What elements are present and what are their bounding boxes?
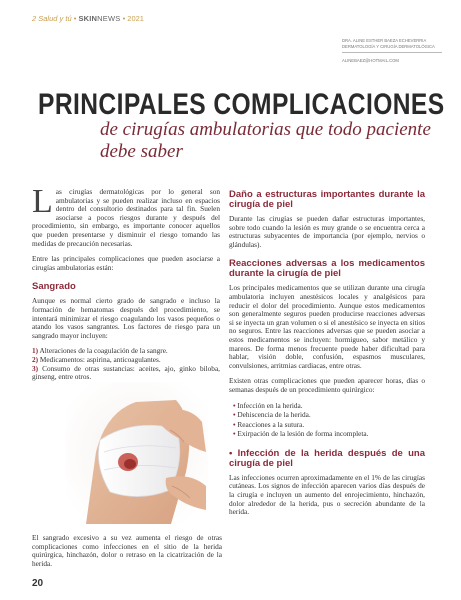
risk-factor-item: 1) Alteraciones de la coagulación de la sangre. bbox=[32, 346, 168, 356]
bandaged-knee-image bbox=[66, 382, 208, 524]
header-separator-2: • bbox=[122, 14, 126, 23]
risk-factor-item: 3) Consumo de otras sustancias: aceites, ajo, ginko biloba, ginseng, entre otros. bbox=[32, 363, 221, 382]
infection-paragraph: Las infecciones ocurren aproximadamente en el 1% de las cirugías cutáneas. Los signos de infección aparecen varios días después de la cirugía e incluyen un aumento del enrojecimiento, hinchazón, dolor alrededor de la herida, pus o secreción abundante de la herida. bbox=[229, 472, 425, 517]
header-year: 2021 bbox=[127, 14, 144, 23]
other-complications-paragraph: Existen otras complicaciones que pueden aparecer horas, días o semanas después de un procedimiento quirúrgico: bbox=[229, 376, 425, 394]
list-item: • Reacciones a la sutura. bbox=[233, 421, 425, 430]
adverse-reactions-heading: Reacciones adversas a los medicamentos durante la cirugía de piel bbox=[229, 258, 425, 280]
author-name: DRA. ALINE ESTHER BAEZA ECHEVERRIA bbox=[342, 38, 427, 43]
complications-list bbox=[233, 402, 425, 439]
list-item: • Exirpación de la lesión de forma incompleta. bbox=[233, 430, 425, 439]
right-column bbox=[229, 190, 425, 524]
header-script: 2 Salud y tú bbox=[32, 14, 72, 23]
sangrado-caption-paragraph: El sangrado excesivo a su vez aumenta el riesgo de otras complicaciones como infecciones en el sitio de la herida quirúrgica, hinchazón, dolor o retraso en la cicatrización de la herida. bbox=[32, 533, 222, 568]
page-number: 20 bbox=[32, 578, 44, 589]
article-subtitle: de cirugías ambulatorias que todo paciente debe saber bbox=[100, 119, 431, 162]
article-title: PRINCIPALES COMPLICACIONES bbox=[38, 88, 445, 121]
list-item: • Infección en la herida. bbox=[233, 402, 425, 411]
header-separator: • bbox=[73, 14, 77, 23]
intro-paragraph: as cirugías dermatológicas por lo general son ambulatorias y se pueden realizar incluso en espacios dentro del consultorio destinados para tal fin. Suelen asociarse a pocos riesgos durante y después del procedimiento, sin embargo, es importante conocer aquellos que pueden presentarse y disminuir el riesgo tomando las medidas de precaución necesarias. bbox=[32, 187, 220, 248]
risk-factor-list bbox=[32, 347, 220, 381]
left-column bbox=[32, 183, 221, 382]
header-brand-suffix: NEWS bbox=[97, 14, 121, 23]
risk-factor-item: 2) Medicamentos: aspirina, anticoagulantes. bbox=[32, 354, 161, 364]
header-brand: SKIN bbox=[78, 14, 98, 23]
author-block bbox=[342, 38, 452, 64]
list-item: • Dehiscencia de la herida. bbox=[233, 411, 425, 420]
structures-heading: Daño a estructuras importantes durante la cirugía de piel bbox=[229, 189, 425, 210]
sangrado-paragraph: Aunque es normal cierto grado de sangrado e incluso la formación de hematomas después del procedimiento, se intentará minimizar el riesgo coagulando los vasos pequeños o atando los vasos sangrantes. Los factores de riesgo para un sangrado mayor incluyen: bbox=[32, 296, 220, 340]
intro-paragraph-2: Entre las principales complicaciones que pueden asociarse a cirugías ambulatorias están: bbox=[32, 254, 220, 272]
author-email: ALINEBAEZ@HOTMAIL.COM bbox=[342, 58, 399, 63]
author-specialty: DERMATOLOGÍA Y CIRUGÍA DERMATOLÓGICA bbox=[342, 44, 435, 49]
drop-cap: L bbox=[32, 183, 53, 220]
sangrado-heading: Sangrado bbox=[32, 281, 76, 293]
magazine-header bbox=[32, 14, 144, 23]
infection-heading: • Infección de la herida después de una cirugía de piel bbox=[229, 447, 425, 469]
structures-paragraph: Durante las cirugías se pueden dañar estructuras importantes, sobre todo cuando la lesión es muy grande o se encuentra cerca a estructuras subyacentes de importancia (por ejemplo, nervios o glándulas). bbox=[229, 214, 425, 249]
author-divider bbox=[342, 52, 442, 53]
adverse-reactions-paragraph: Los principales medicamentos que se utilizan durante una cirugía ambulatoria incluyen anestésicos locales y analgésicos para reducir el dolor del procedimiento. Aunque estos medicamentos son generalmente seguros pueden producirse reacciones adversas si se inyecta un gran volumen o si el anestésico se inyecta en sitios no seguros. Entre las reacciones adversas que se pueden asociar a estos medicamentos se incluyen: hormigueo, sabor metálico y mareos. De forma menos frecuente puede haber dificultad para hablar, visión doble, confusión, espasmos musculares, convulsiones, arritmias cardiacas, entre otras. bbox=[229, 283, 425, 370]
